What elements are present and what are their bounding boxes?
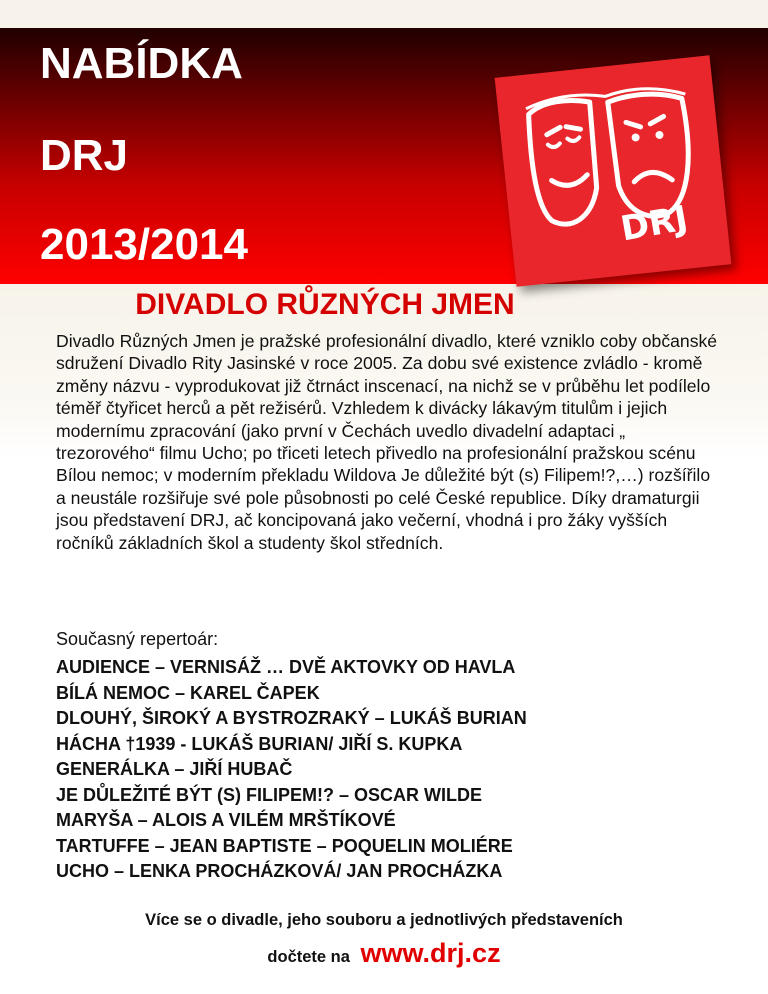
website-link[interactable]: www.drj.cz — [360, 938, 501, 968]
footer-link-line — [0, 936, 768, 974]
header-title-season: 2013/2014 — [40, 220, 248, 269]
list-item: MARYŠA – ALOIS A VILÉM MRŠTÍKOVÉ — [56, 810, 396, 830]
header-title-offer: NABÍDKA — [40, 39, 243, 88]
theatre-masks-icon — [495, 55, 732, 286]
list-item: JE DŮLEŽITÉ BÝT (S) FILIPEM!? – OSCAR WILDE — [56, 784, 483, 805]
repertoire-list — [56, 655, 527, 885]
list-item: DLOUHÝ, ŠIROKÝ A BYSTROZRAKÝ – LUKÁŠ BURIAN — [56, 708, 527, 728]
header-title-drj: DRJ — [40, 131, 129, 180]
section-title: DIVADLO RŮZNÝCH JMEN — [135, 288, 515, 321]
logo-text: DRJ — [617, 198, 691, 250]
top-strip — [0, 0, 768, 28]
intro-paragraph: Divadlo Různých Jmen je pražské profesionální divadlo, které vzniklo coby občanské sdružení Divadlo Rity Jasinské v roce 2005. Za dobu své existence zvládlo - kromě změny názvu - vyprodukovat již čtrnáct inscenací, na nichž se v průběhu let podílelo téměř čtyřicet herců a pět režisérů. Vzhledem k divácky lákavým titulům i jejich modernímu zpracování (jako první v Čechách uvedlo divadelní adaptaci „ trezorového“ filmu Ucho; po třiceti letech přivedlo na profesionální pražskou scénu Bílou nemoc; v moderním překladu Wildova Je důležité být (s) Filipem!?,…) rozšířilo a neustále rozšiřuje své pole působnosti po celé České republice. Díky dramaturgii jsou představení DRJ, ač koncipovaná jako večerní, vhodná i pro žáky vyšších ročníků základních škol a studenty škol středních. — [56, 331, 718, 553]
list-item: UCHO – LENKA PROCHÁZKOVÁ/ JAN PROCHÁZKA — [56, 861, 503, 881]
footer-info-line: Více se o divadle, jeho souboru a jednotlivých představeních — [145, 911, 623, 929]
repertoire-label: Současný repertoár: — [56, 629, 219, 649]
list-item: AUDIENCE – VERNISÁŽ … DVĚ AKTOVKY OD HAVLA — [56, 657, 516, 677]
drj-logo — [495, 55, 732, 286]
footer-prefix: dočtete na — [267, 948, 350, 966]
list-item: BÍLÁ NEMOC – KAREL ČAPEK — [56, 682, 320, 703]
list-item: HÁCHA †1939 - LUKÁŠ BURIAN/ JIŘÍ S. KUPKA — [56, 733, 463, 754]
list-item: TARTUFFE – JEAN BAPTISTE – POQUELIN MOLIÉRE — [56, 835, 513, 856]
list-item: GENERÁLKA – JIŘÍ HUBAČ — [56, 759, 293, 779]
